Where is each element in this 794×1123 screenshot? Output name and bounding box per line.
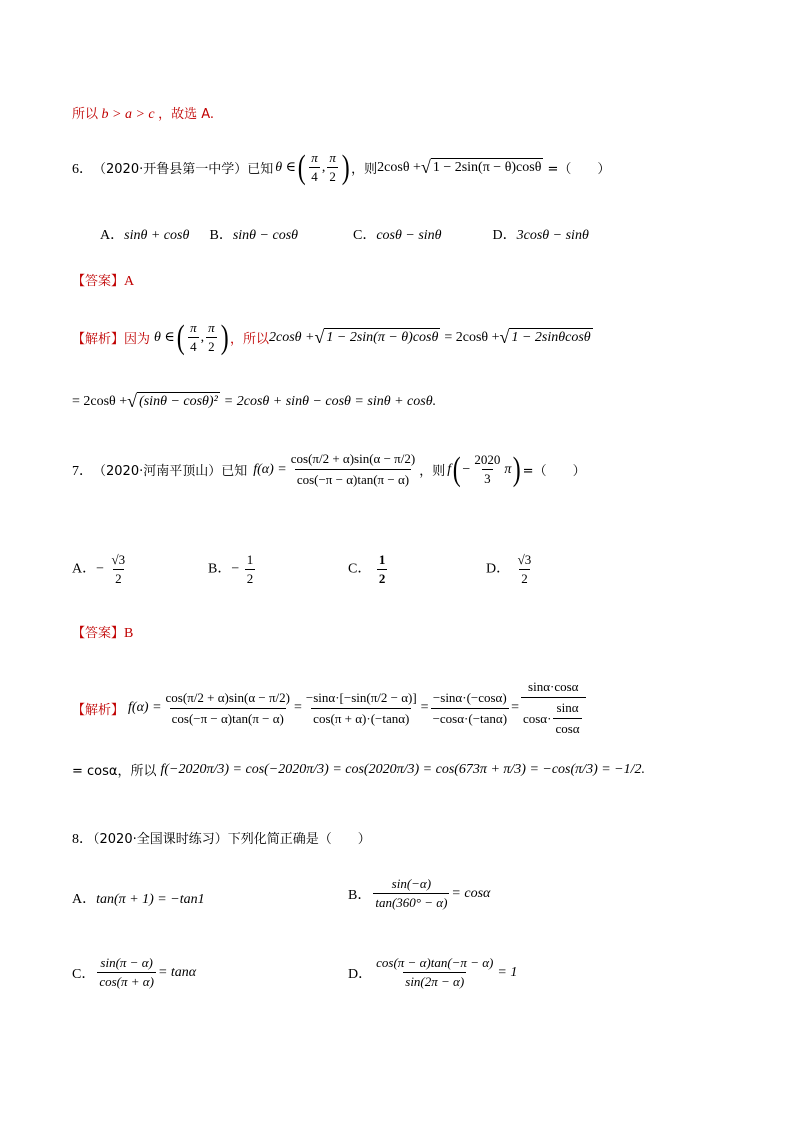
q7-analysis-line2 [72,760,645,779]
q7-answer-tag: 【答案】 [72,626,125,641]
q6-analysis-line2 [72,392,436,411]
q6-interval-left: $\frac{\pi}{4}$ [311,150,318,184]
q7-step1-lhs: f(α) = [128,700,162,715]
q7-answer [72,622,133,642]
q7-answer-value: B [124,626,134,641]
q6-analysis-because: 因为 [124,332,151,347]
q7-line2-lead: = cosα，所以 [72,764,157,779]
intro-math: b > a > c [101,107,155,122]
q6-analysis-cond: θ ∈ [154,330,175,345]
q6-analysis-eq: = 2cosθ + [444,329,500,345]
q6-analysis2-lead: = 2cosθ + [72,393,128,409]
q6-stem: 6． （2020·开鲁县第一中学）已知 θ ∈ ( $\frac{\pi}{4}$ , $\frac{\pi}{2}$ ) ，则 2cosθ + √ 1 − 2sin(π − θ)cosθ =（ ） [72,148,611,186]
intro-prefix: 所以 [72,107,99,122]
q6-option-d: D．3cosθ − sinθ [492,228,589,243]
q7-step3: $\frac{-\sin\alpha\cdot(-\cos\alpha)}{-\cos\alpha\cdot(-\tan\alpha)}$ [432,689,508,726]
q6-open-paren: ( [297,148,306,186]
q7-f-fraction: $\frac{\cos(\pi/2 + \alpha)\sin(\alpha - \pi/2)}{\cos(-\pi - \alpha)\tan(\pi - \alpha)}$ [290,451,416,487]
q8-option-a: A．tan(π + 1) = −tan1 [72,892,205,907]
q7-step1: $\frac{\cos(\pi/2 + \alpha)\sin(\alpha - \pi/2)}{\cos(-\pi - \alpha)\tan(\pi - \alpha)}$ [165,689,290,726]
q6-analysis-line1: 【解析】 因为 θ ∈ ( $\frac{\pi}{4}$ , $\frac{\pi}{2}$ ) ，所以 2cosθ + √ 1 − 2sin(π − θ)cosθ = 2cosθ + √ 1 − 2sinθcosθ [72,318,591,356]
q6-analysis-so: ，所以 [229,332,269,347]
q6-interval-right: $\frac{\pi}{2}$ [329,150,336,184]
q6-answer-value: A [124,274,135,289]
q6-analysis-tag: 【解析】 [72,332,125,347]
q7-step2: $\frac{-\sin\alpha\cdot[-\sin(\pi/2 - \alpha)]}{\cos(\pi + \alpha)\cdot(-\tan\alpha)}$ [305,689,417,726]
q8-option-d: D． $\frac{\cos(\pi - \alpha)\tan(-\pi - \alpha)}{\sin(2\pi - \alpha)}$ = 1 [348,955,518,989]
q7-analysis-line1: 【解析】 f(α) = $\frac{\cos(\pi/2 + \alpha)\sin(\alpha - \pi/2)}{\cos(-\pi - \alpha)\tan(\pi - \alpha)}$ = $\frac{-\sin\alpha\cdot[-\sin(\pi/2 - \alpha)]}{\cos(\pi + \alpha)\cdot(-\tan\alpha)}$ = $\frac{-\sin\alpha\cdot(-\cos\alpha)}{-\cos\alpha\cdot(-\tan\alpha)}$ = sinα·cosα cosα· $\frac{\sin\alpha}{\cos\alpha}$ [72,678,588,738]
q6-analysis-lead: 2cosθ + [268,329,315,345]
q6-options [100,224,589,244]
q6-analysis2-sqrt: √ (sinθ − cosθ)² [127,391,218,411]
q7-f-lhs: f(α) = [253,461,287,477]
intro-suffix: ，故选 A. [158,107,215,122]
q6-option-a: A．sinθ + cosθ [100,228,190,243]
q6-condition: θ ∈ [275,160,296,175]
q6-analysis-left: $\frac{\pi}{4}$ [190,320,197,354]
q6-analysis-sqrt1: √ 1 − 2sin(π − θ)cosθ [314,327,439,347]
q7-option-d: D． $\frac{√3}{2}$ [486,552,532,586]
q6-analysis-open-paren: ( [176,318,185,356]
q6-answer [72,270,134,290]
q7-option-a: A．− $\frac{√3}{2}$ [72,552,126,586]
q7-option-b: B．− $\frac{1}{2}$ [208,552,254,586]
q7-source: （2020·河南平顶山）已知 [93,464,248,479]
q7-stem: 7． （2020·河南平顶山）已知 f(α) = $\frac{\cos(\pi/2 + \alpha)\sin(\alpha - \pi/2)}{\cos(-\pi - \alpha)\tan(\pi - \alpha)}$ ，则 f ( − $\frac{2020}{3}$ π ) =（ ） [72,450,586,488]
q8-option-c: C． $\frac{\sin(\pi - \alpha)}{\cos(\pi + \alpha)}$ = tanα [72,955,197,989]
q6-mid-text: ，则 [351,162,378,177]
q7-number: 7． [72,463,93,479]
q6-expr-lead: 2cosθ + [377,159,421,175]
q6-tail: =（ ） [547,162,611,177]
q7-option-c: C． $\frac{1}{2}$ [348,552,386,586]
q8-option-b: B． $\frac{\sin(-\alpha)}{\tan(360^\circ - \alpha)}$ = cosα [348,876,491,910]
q6-option-b: B．sinθ − cosθ [209,228,299,243]
q6-analysis2-result: = 2cosθ + sinθ − cosθ = sinθ + cosθ. [223,393,437,409]
q6-answer-tag: 【答案】 [72,274,125,289]
q8-stem [72,828,371,848]
q6-option-c: C．cosθ − sinθ [353,228,442,243]
q6-close-paren: ) [341,148,350,186]
q7-tail: =（ ） [522,464,586,479]
q6-expr-sqrt: √ 1 − 2sin(π − θ)cosθ [420,157,542,177]
q7-analysis-tag: 【解析】 [72,702,125,718]
q7-line2-result: f(−2020π/3) = cos(−2020π/3) = cos(2020π/3) = cos(673π + π/3) = −cos(π/3) = −1/2. [160,761,646,777]
q6-analysis-close-paren: ) [220,318,229,356]
q8-source: （2020·全国课时练习）下列化简正确是（ ） [93,832,371,847]
q6-source: （2020·开鲁县第一中学）已知 [93,162,274,177]
q6-analysis-right: $\frac{\pi}{2}$ [208,320,215,354]
q6-number: 6． [72,161,93,177]
q7-step4: sinα·cosα cosα· $\frac{\sin\alpha}{\cos\alpha}$ [521,678,586,738]
q8-number: 8． [72,832,93,847]
q7-options [72,552,535,587]
q7-mid-text: ，则 [419,464,446,479]
q6-analysis-sqrt2: √ 1 − 2sinθcosθ [499,327,591,347]
intro-line [72,103,214,123]
q7-ask-fraction: $\frac{2020}{3}$ [474,452,501,486]
